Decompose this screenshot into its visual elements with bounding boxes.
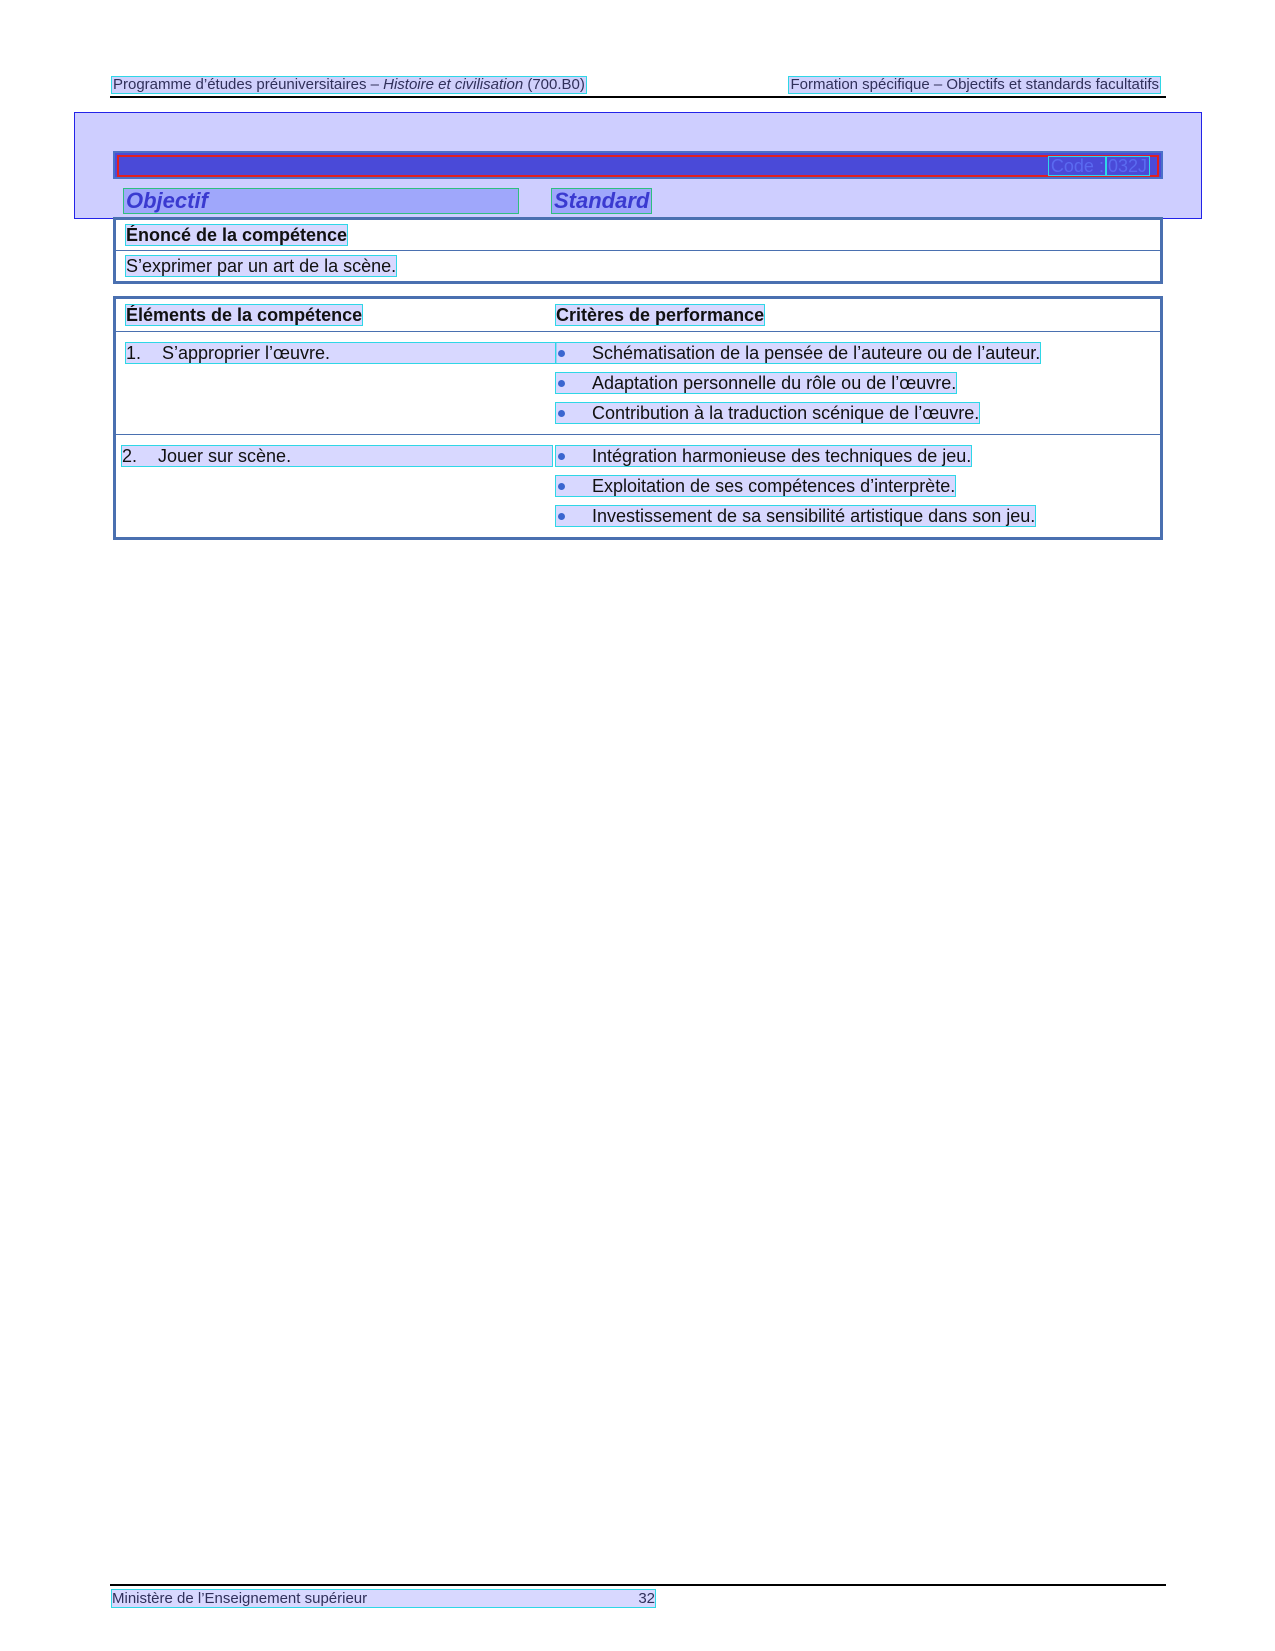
criterion <box>556 446 971 466</box>
page-footer <box>112 1590 655 1607</box>
criterion-text: Schématisation de la pensée de l’auteure ou de l’auteur. <box>592 343 1041 363</box>
competence-text: S’exprimer par un art de la scène. <box>126 255 397 276</box>
criteria-heading: Critères de performance <box>556 304 765 325</box>
criterion <box>556 373 956 393</box>
bullet-icon <box>556 410 592 417</box>
competence-heading: Énoncé de la compétence <box>126 224 348 245</box>
criterion-text: Investissement de sa sensibilité artistique dans son jeu. <box>592 506 1036 526</box>
standard-heading-text: Standard <box>554 188 650 213</box>
criterion-text: Adaptation personnelle du rôle ou de l’œuvre. <box>592 373 957 393</box>
criterion-text: Intégration harmonieuse des techniques de jeu. <box>592 446 972 466</box>
criteria-list <box>556 435 1160 537</box>
criterion <box>556 506 1035 526</box>
code-label <box>1049 156 1149 175</box>
elements-heading-cell <box>115 298 557 332</box>
element-cell <box>115 435 557 539</box>
objective-heading-text: Objectif <box>124 189 518 213</box>
code-label-text: Code : <box>1050 155 1104 176</box>
competence-text-cell <box>115 251 1162 283</box>
element-text: Jouer sur scène. <box>158 446 292 466</box>
objective-heading <box>124 188 516 212</box>
list-item <box>556 338 1160 368</box>
page-number: 32 <box>638 1590 655 1607</box>
element-number: 1. <box>126 343 142 363</box>
criteria-cell <box>556 332 1162 435</box>
competence-heading-cell <box>115 219 1162 251</box>
list-item <box>556 471 1160 501</box>
criteria-list <box>556 332 1160 434</box>
header-left-title: Histoire et civilisation <box>383 75 524 93</box>
competence-table <box>113 217 1163 284</box>
criterion-text: Contribution à la traduction scénique de l’œuvre. <box>592 403 980 423</box>
bullet-icon <box>556 453 592 460</box>
footer-ministry: Ministère de l’Enseignement supérieur <box>112 1590 368 1607</box>
bullet-icon <box>556 380 592 387</box>
table-row <box>115 332 1162 435</box>
element-item <box>122 446 552 466</box>
table-row <box>115 435 1162 539</box>
elements-heading: Éléments de la compétence <box>126 304 363 325</box>
criterion <box>556 403 979 423</box>
bullet-icon <box>556 483 592 490</box>
element-number: 2. <box>122 446 138 466</box>
header-left-prefix: Programme d’études préuniversitaires – <box>113 75 384 93</box>
criteria-heading-cell <box>556 298 1162 332</box>
list-item <box>556 398 1160 428</box>
criterion-text: Exploitation de ses compétences d’interprète. <box>592 476 956 496</box>
page-header <box>112 76 1160 93</box>
element-item <box>126 343 556 363</box>
code-bar-frame <box>117 155 1159 177</box>
header-left-code: (700.B0) <box>523 75 585 93</box>
list-item <box>556 368 1160 398</box>
elements-table <box>113 296 1163 540</box>
criterion <box>556 476 955 496</box>
bullet-icon <box>556 350 592 357</box>
header-right: Formation spécifique – Objectifs et standards facultatifs <box>790 75 1159 93</box>
criterion <box>556 343 1040 363</box>
header-rule <box>110 96 1166 98</box>
criteria-cell <box>556 435 1162 539</box>
standard-heading <box>552 188 651 212</box>
footer-rule <box>110 1584 1166 1586</box>
list-item <box>556 501 1160 531</box>
bullet-icon <box>556 513 592 520</box>
element-cell <box>115 332 557 435</box>
header-left <box>112 77 586 93</box>
element-text: S’approprier l’œuvre. <box>162 343 331 363</box>
code-value: 032J <box>1107 155 1147 176</box>
list-item <box>556 441 1160 471</box>
